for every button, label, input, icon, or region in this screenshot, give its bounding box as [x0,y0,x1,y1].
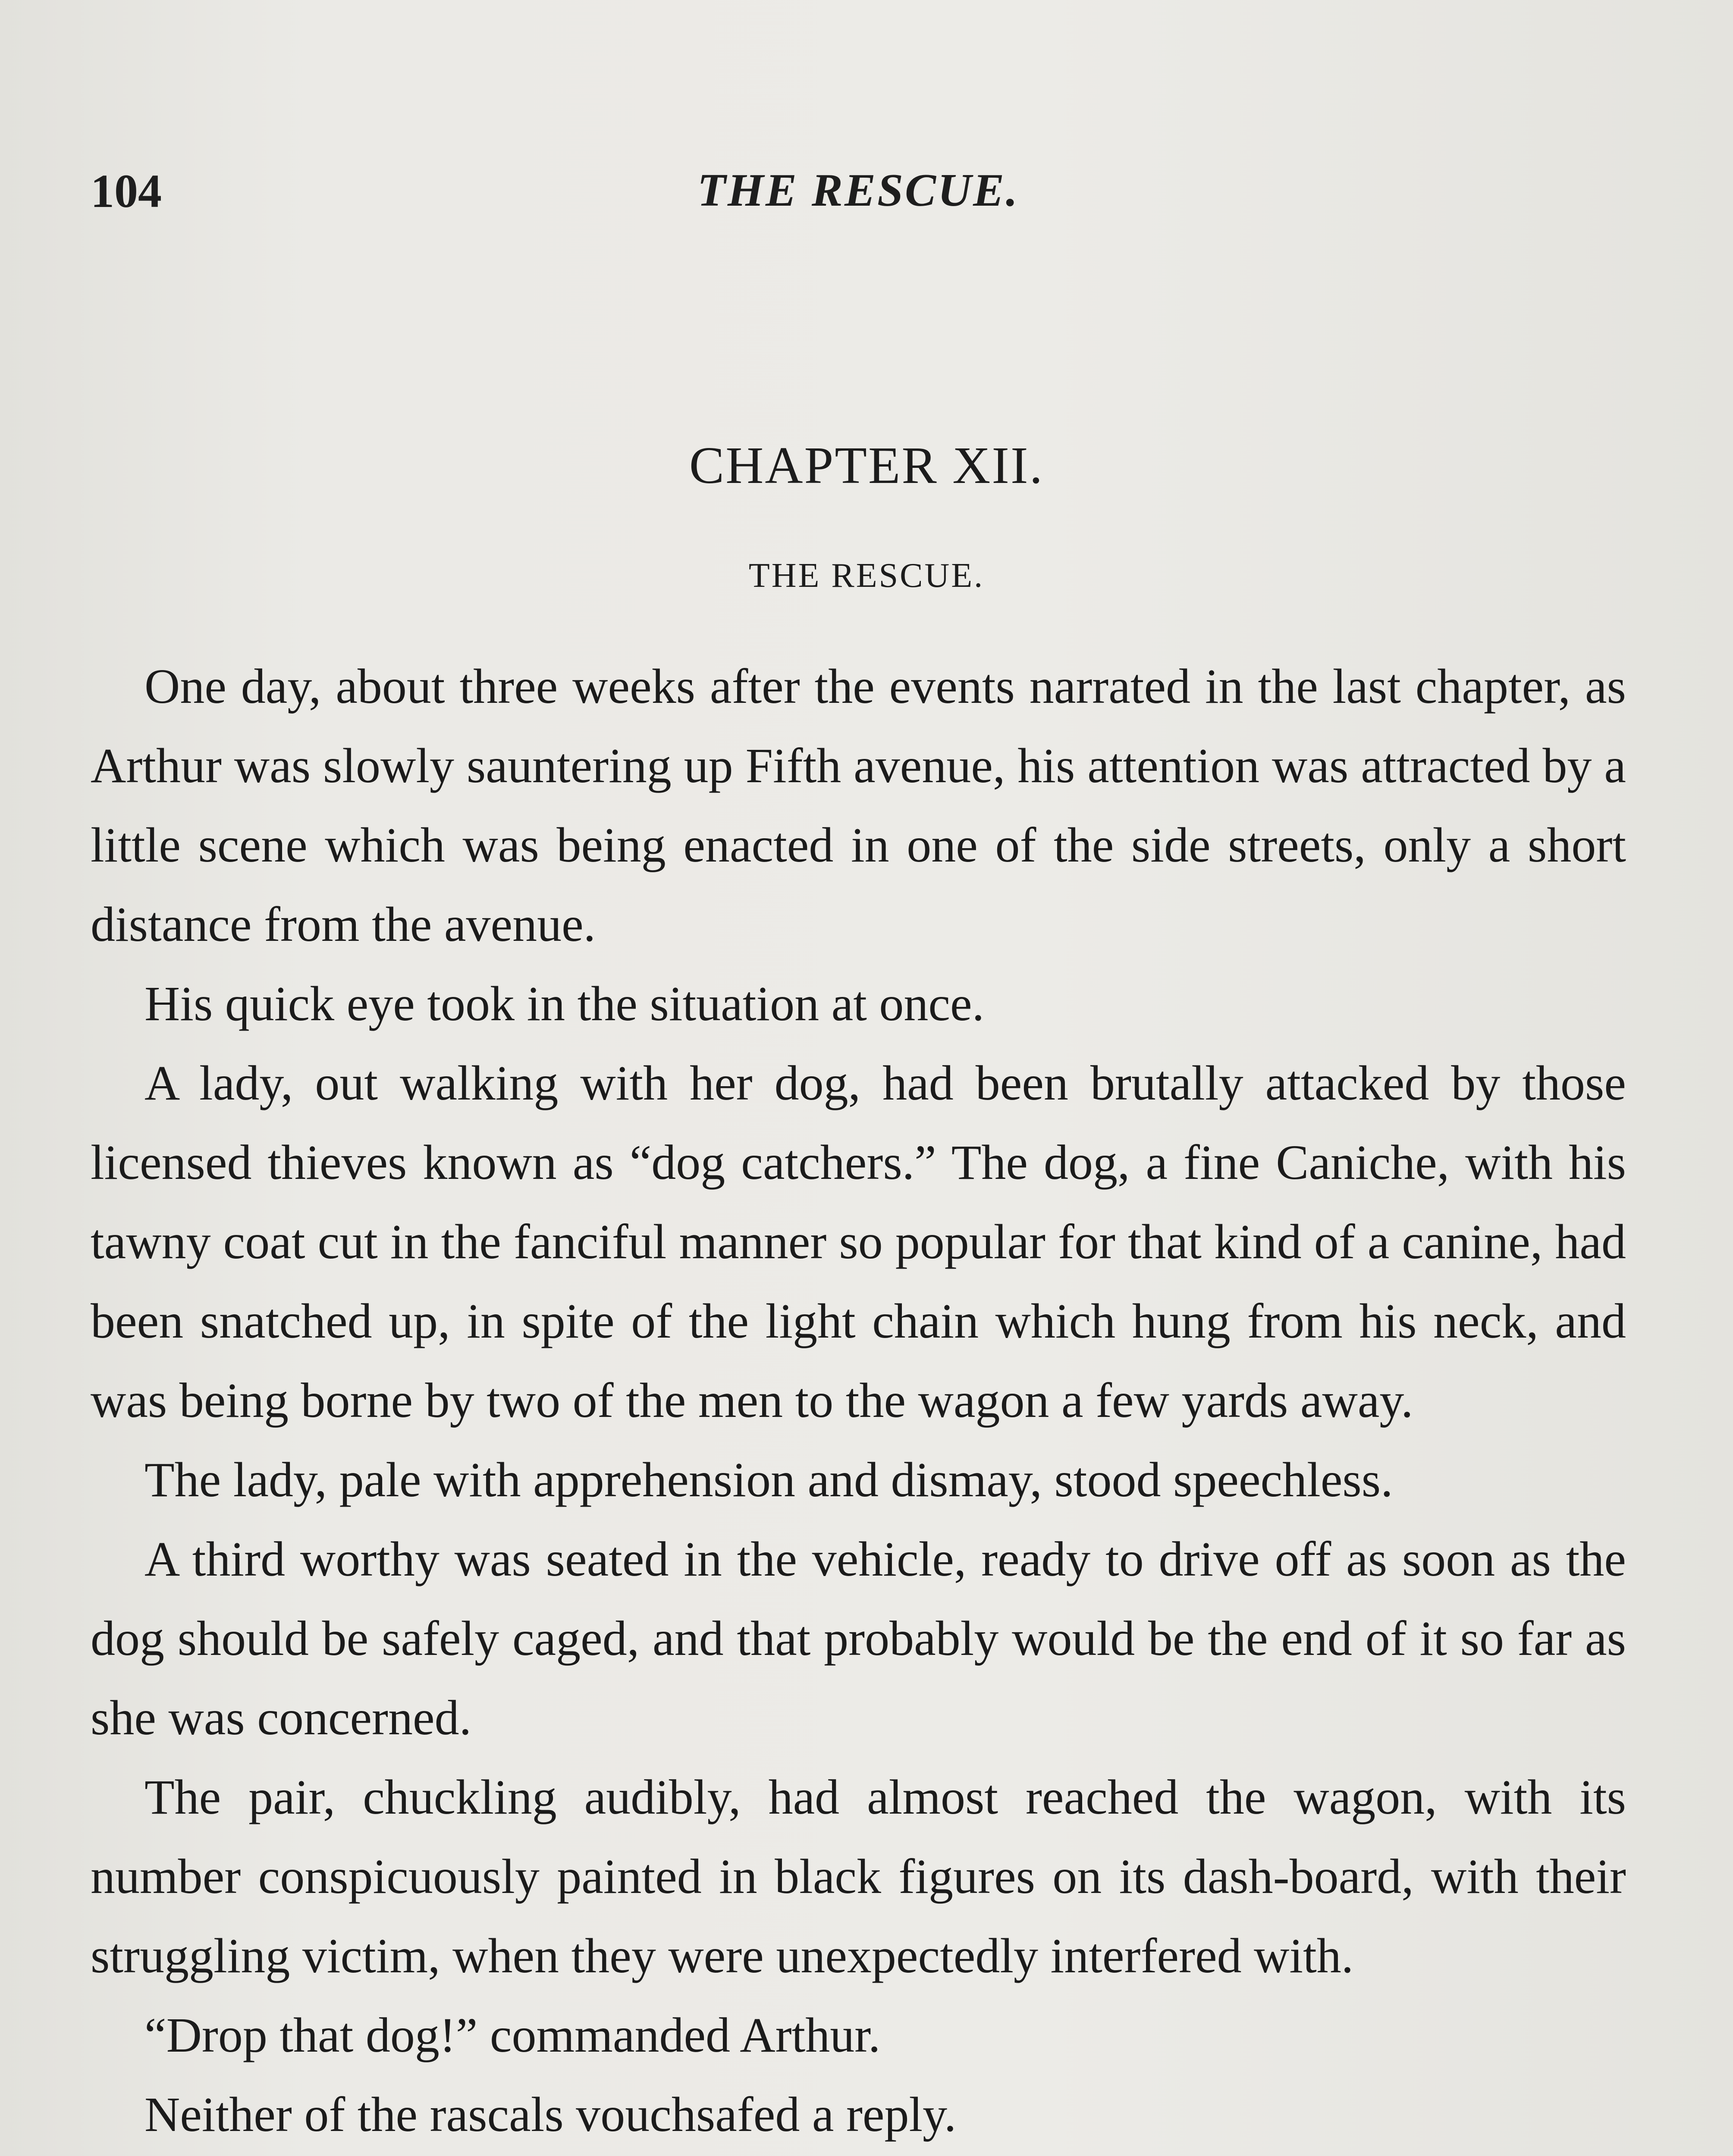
paragraph: Neither of the rascals vouchsafed a reply. [144,2087,957,2142]
paragraph: A third worthy was seated in the vehicle, ready to drive off as soon as the dog should be safely caged, and that probably would be the end of it so far as she was concerned. [91,1532,1626,1745]
chapter-body [91,647,1626,2156]
paragraph: The pair, chuckling audibly, had almost reached the wagon, with its number conspicuously painted in black figures on its dash-board, with their struggling victim, when they were unexpectedly interfered with. [91,1770,1626,1983]
paragraph [91,2154,1626,2156]
running-title: THE RESCUE. [697,165,1020,216]
chapter-subtitle: THE RESCUE. [748,557,985,595]
paragraph: His quick eye took in the situation at once. [144,976,985,1031]
page-number: 104 [91,165,162,217]
paragraph: The lady, pale with apprehension and dismay, stood speechless. [144,1452,1393,1507]
paragraph: “Drop that dog!” commanded Arthur. [144,2008,881,2062]
chapter-title: CHAPTER XII. [689,436,1044,495]
paragraph: A lady, out walking with her dog, had been brutally attacked by those licensed thieves known as “dog catchers.” The dog, a fine Caniche, with his tawny coat cut in the fanciful manner so popular for that kind of a canine, had been snatched up, in spite of the light chain which hung from his neck, and was being borne by two of the men to the wagon a few yards away. [91,1056,1626,1428]
running-header [91,164,1626,233]
paragraph: One day, about three weeks after the events narrated in the last chapter, as Arthur was slowly sauntering up Fifth avenue, his attention was attracted by a little scene which was being enacted in one of the side streets, only a short distance from the avenue. [91,659,1626,952]
